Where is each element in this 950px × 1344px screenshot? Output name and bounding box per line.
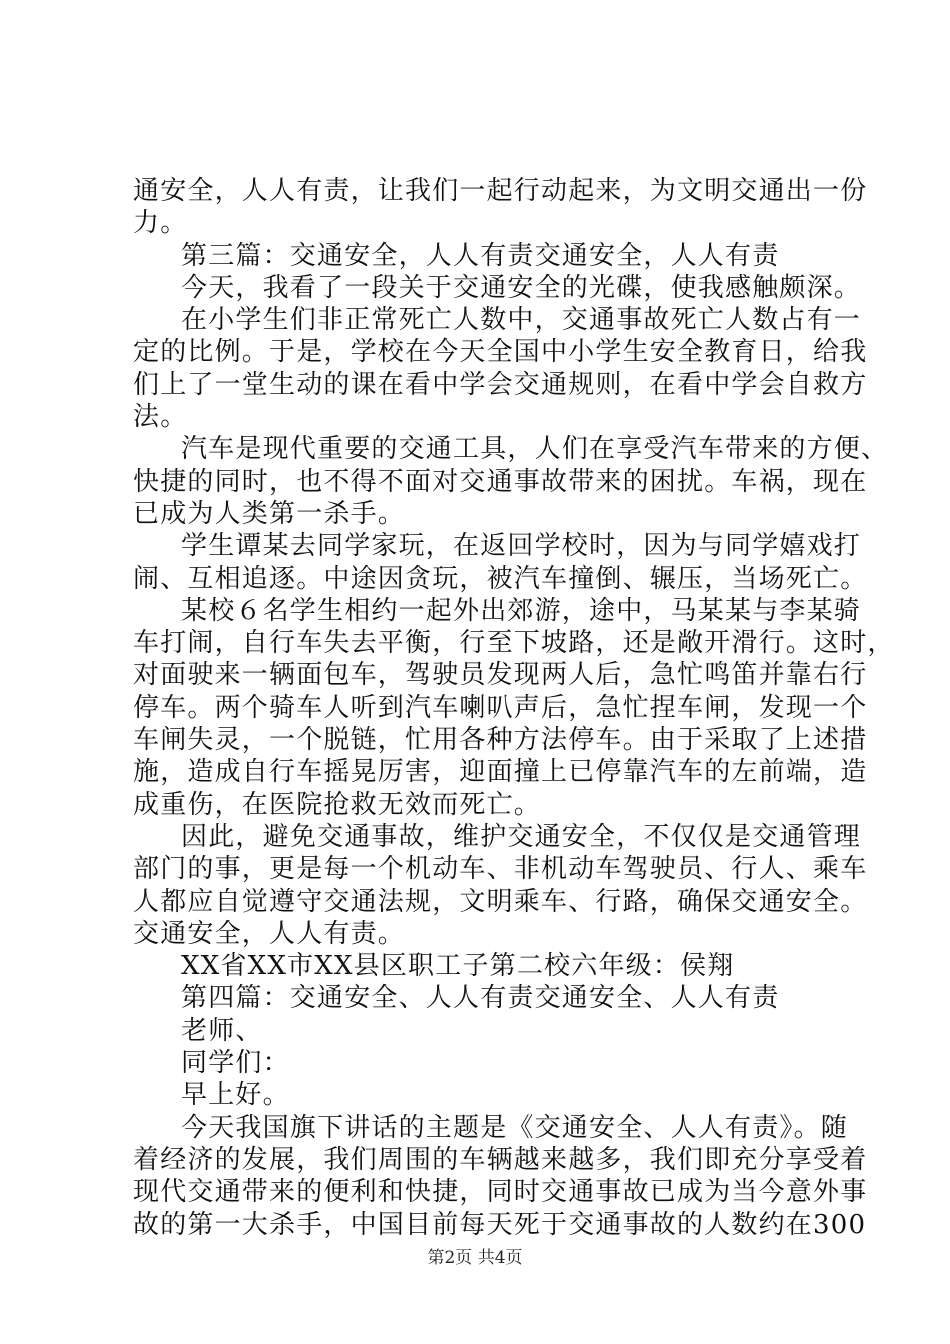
text-line: 同学们： (181, 1048, 290, 1079)
text-line: 老师、 (181, 1015, 263, 1046)
document-body (133, 175, 895, 1241)
text-line: 学生谭某去同学家玩，在返回学校时，因为与同学嬉戏打 (181, 531, 862, 562)
text-line: 力。 (133, 208, 188, 239)
text-line: 现代交通带来的便利和快捷，同时交通事故已成为当今意外事 (133, 1177, 868, 1208)
text-line: 交通安全，人人有责。 (133, 918, 406, 949)
page-footer: 第2页 共4页 (427, 1248, 523, 1268)
text-line: 部门的事，更是每一个机动车、非机动车驾驶员、行人、乘车 (133, 854, 868, 885)
text-line: 早上好。 (181, 1080, 290, 1111)
text-line: 今天我国旗下讲话的主题是《交通安全、人人有责》。随 (181, 1112, 849, 1143)
text-line: XX省XX市XX县区职工子第二校六年级：侯翔 (181, 951, 735, 982)
text-line: 某校６名学生相约一起外出郊游，途中，马某某与李某骑 (181, 595, 862, 626)
text-line: 对面驶来一辆面包车，驾驶员发现两人后，急忙鸣笛并靠右行 (133, 660, 868, 691)
text-line: 定的比例。于是，学校在今天全国中小学生安全教育日，给我 (133, 337, 868, 368)
text-line: 快捷的同时，也不得不面对交通事故带来的困扰。车祸，现在 (133, 466, 868, 497)
text-line: 已成为人类第一杀手。 (133, 498, 406, 529)
text-line: 故的第一大杀手，中国目前每天死于交通事故的人数约在300 (133, 1209, 867, 1240)
text-line: 着经济的发展，我们周围的车辆越来越多，我们即充分享受着 (133, 1144, 868, 1175)
text-line: 通安全，人人有责，让我们一起行动起来，为文明交通出一份 (133, 176, 868, 206)
text-line: 闹、互相追逐。中途因贪玩，被汽车撞倒、辗压，当场死亡。 (133, 563, 868, 594)
text-line: 汽车是现代重要的交通工具，人们在享受汽车带来的方便、 (181, 434, 889, 465)
text-line: 因此，避免交通事故，维护交通安全，不仅仅是交通管理 (181, 821, 862, 852)
text-line: 车打闹，自行车失去平衡，行至下坡路，还是敞开滑行。这时， (133, 628, 895, 659)
text-line: 法。 (133, 402, 188, 433)
text-line: 今天，我看了一段关于交通安全的光碟，使我感触颇深。 (181, 272, 862, 303)
text-line: 人都应自觉遵守交通法规，文明乘车、行路，确保交通安全。 (133, 886, 868, 917)
text-line: 第三篇：交通安全，人人有责交通安全，人人有责 (181, 240, 780, 271)
text-line: 车闸失灵，一个脱链，忙用各种方法停车。由于采取了上述措 (133, 725, 868, 756)
text-line: 们上了一堂生动的课在看中学会交通规则，在看中学会自救方 (133, 369, 868, 400)
text-line: 成重伤，在医院抢救无效而死亡。 (133, 789, 542, 820)
text-line: 施，造成自行车摇晃厉害，迎面撞上已停靠汽车的左前端，造 (133, 757, 868, 788)
text-line: 第四篇：交通安全、人人有责交通安全、人人有责 (181, 983, 780, 1014)
text-line: 停车。两个骑车人听到汽车喇叭声后，急忙捏车闸，发现一个 (133, 692, 868, 723)
text-line: 在小学生们非正常死亡人数中，交通事故死亡人数占有一 (181, 305, 862, 336)
